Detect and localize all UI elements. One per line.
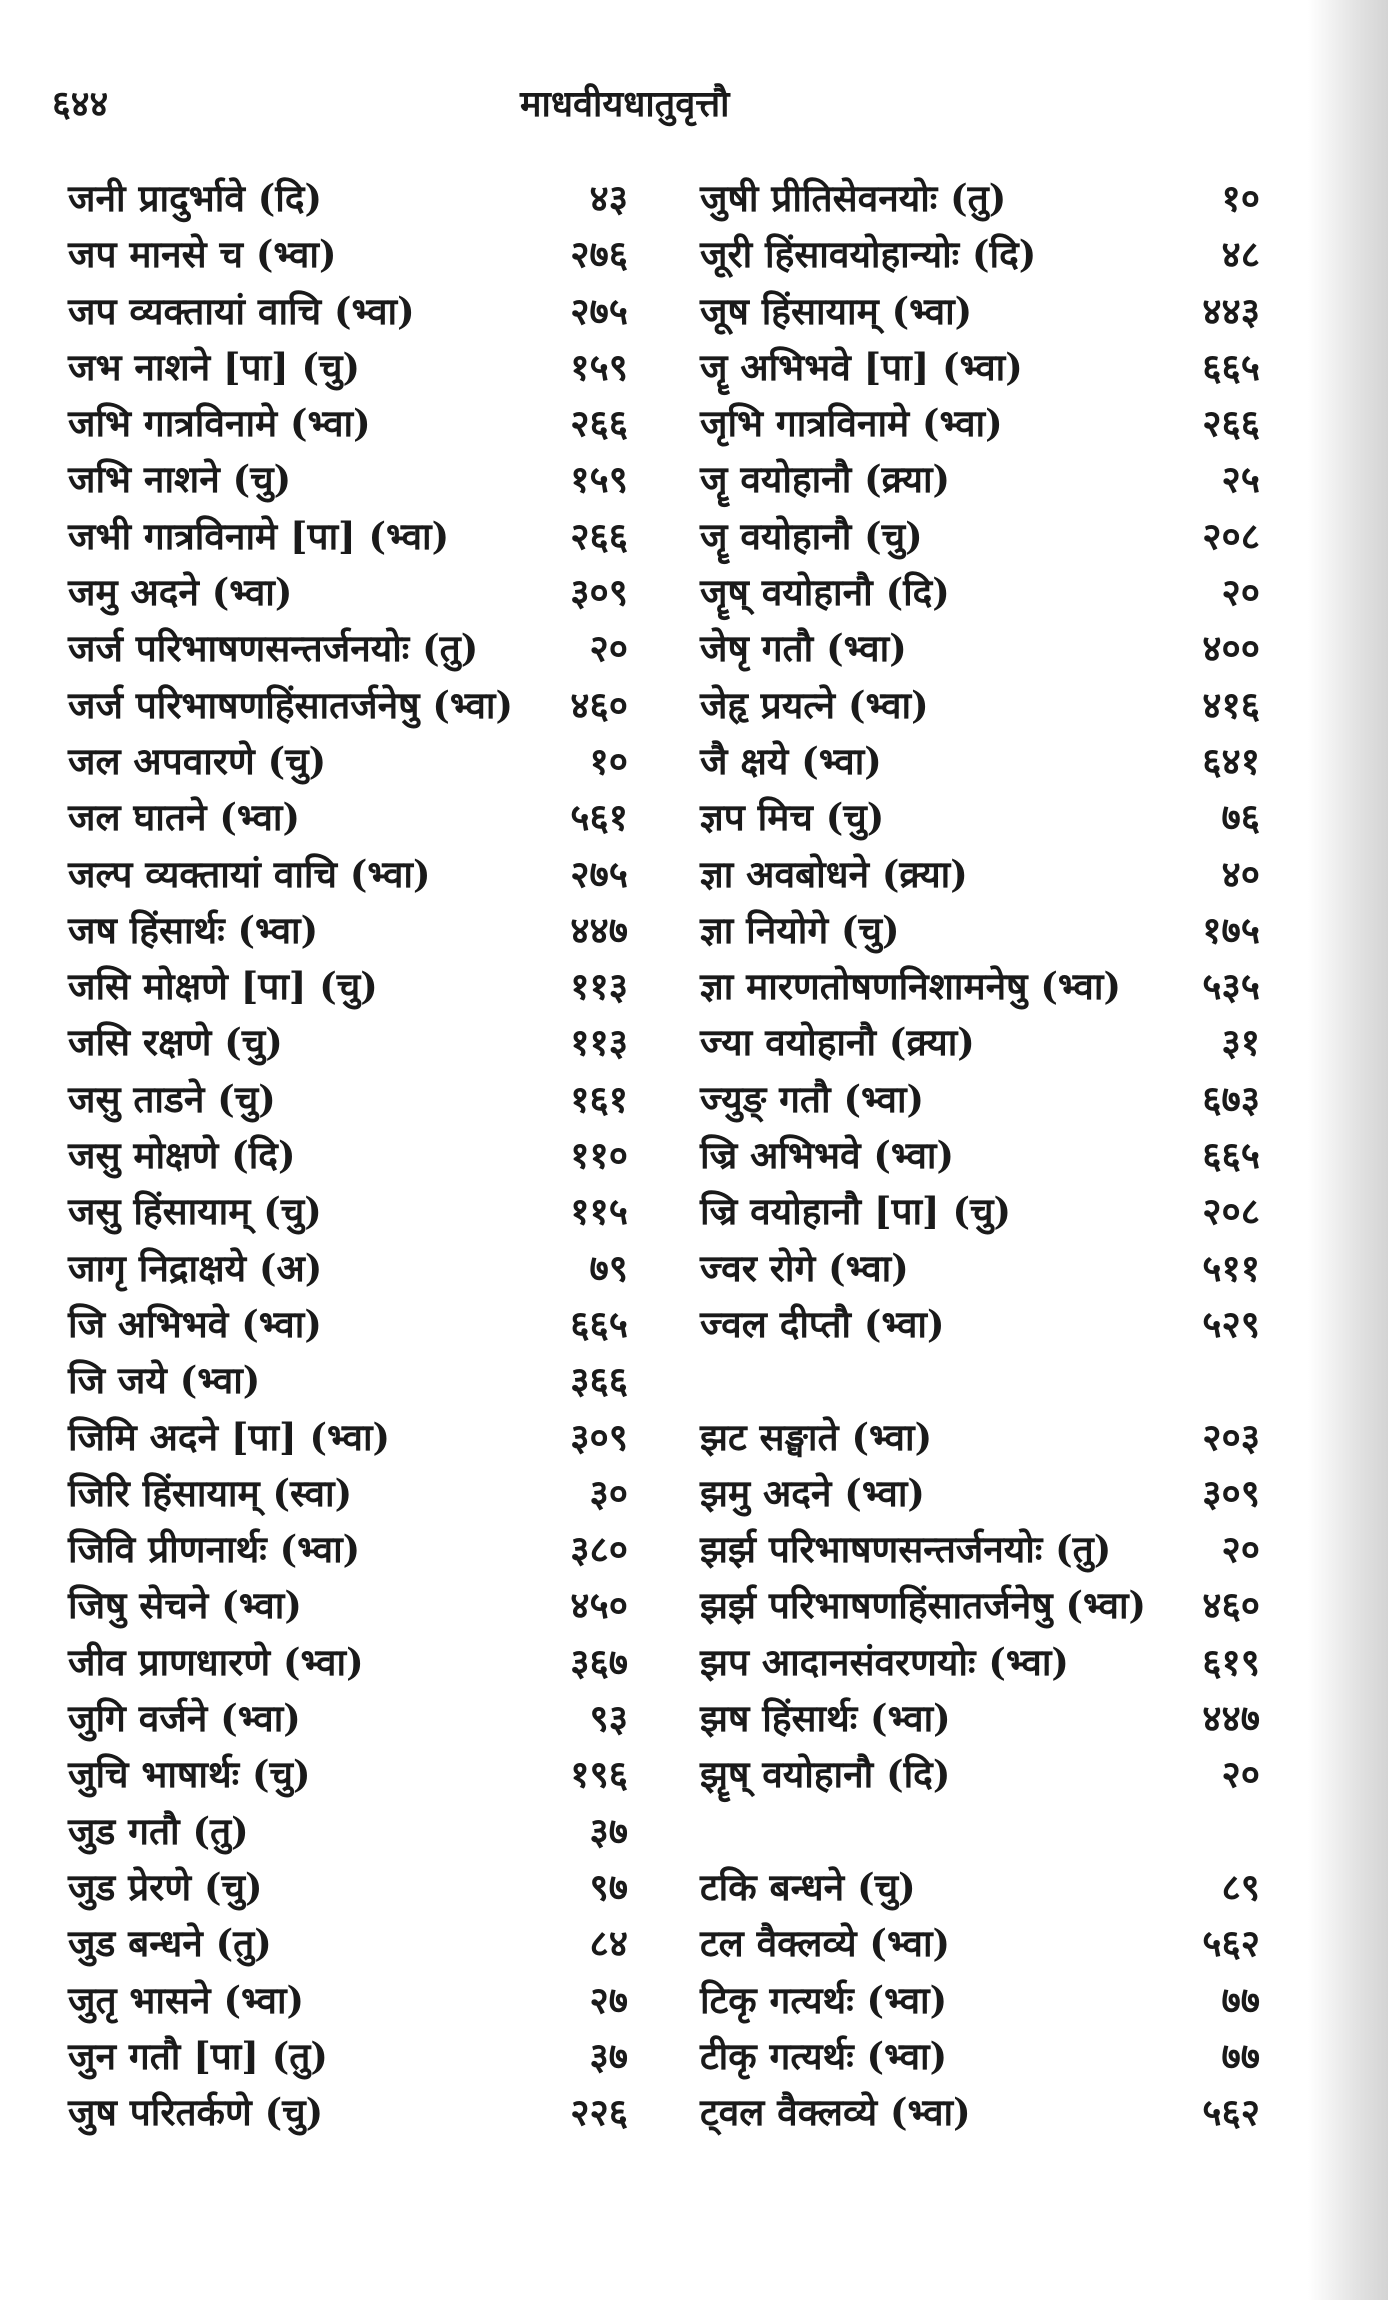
root-text: जभि गात्रविनामे (भ्वा) <box>68 401 371 446</box>
page-reference: ९३ <box>589 1696 628 1741</box>
index-entry <box>68 1577 628 1633</box>
root-text: जुगि वर्जने (भ्वा) <box>68 1696 301 1741</box>
page-reference: ६६५ <box>1202 344 1260 389</box>
index-entry <box>68 1465 628 1521</box>
root-text: जल अपवारणे (चु) <box>68 738 327 783</box>
page-reference: २७६ <box>570 232 628 277</box>
index-entry <box>700 958 1260 1014</box>
root-text: ज्वर रोगे (भ्वा) <box>700 1245 909 1290</box>
root-text: जप व्यक्तायां वाचि (भ्वा) <box>68 288 415 333</box>
page-reference: ६१९ <box>1202 1639 1260 1684</box>
page-reference: २०८ <box>1202 1189 1260 1234</box>
page-reference: ९७ <box>589 1864 628 1909</box>
index-entry <box>68 2028 628 2084</box>
index-entry <box>68 1352 628 1408</box>
index-entry <box>700 339 1260 395</box>
index-entry <box>68 1127 628 1183</box>
page-reference: ३६६ <box>570 1358 628 1403</box>
index-entry <box>700 1127 1260 1183</box>
page-reference: ६७३ <box>1202 1076 1260 1121</box>
root-text: जुषी प्रीतिसेवनयोः (तु) <box>700 176 1007 220</box>
root-text: जूरी हिंसावयोहान्योः (दि) <box>700 232 1037 277</box>
page-reference: २०३ <box>1202 1414 1260 1459</box>
page-reference: २२६ <box>570 2090 628 2135</box>
page-reference: ४५० <box>570 1583 628 1628</box>
index-entry <box>68 677 628 733</box>
page-reference: ६४१ <box>1202 738 1260 783</box>
index-entry <box>700 789 1260 845</box>
root-text: जसु मोक्षणे (दि) <box>68 1133 296 1178</box>
root-text: जनी प्रादुर्भावे (दि) <box>68 176 323 220</box>
index-entry <box>68 846 628 902</box>
page-reference: १५९ <box>570 457 628 502</box>
root-text: जागृ निद्राक्षये (अ) <box>68 1245 323 1290</box>
index-entry <box>700 508 1260 564</box>
page-reference: १९६ <box>570 1752 628 1797</box>
root-text: टीकृ गत्यर्थः (भ्वा) <box>700 2033 948 2078</box>
page-reference: ३८० <box>570 1527 628 1572</box>
page-reference: ३७ <box>589 2033 628 2078</box>
root-text: झॄष् वयोहानौ (दि) <box>700 1752 951 1797</box>
page-reference: ६६५ <box>1202 1133 1260 1178</box>
left-column <box>68 170 628 2140</box>
root-text: जसि मोक्षणे [पा] (चु) <box>68 964 378 1009</box>
root-text: झप आदानसंवरणयोः (भ्वा) <box>700 1639 1069 1684</box>
page-reference: ४४३ <box>1202 288 1260 333</box>
index-entry <box>700 1296 1260 1352</box>
page-reference: ५६१ <box>570 795 628 840</box>
root-text: जॄ वयोहानौ (चु) <box>700 513 923 558</box>
index-entry <box>68 508 628 564</box>
root-text: जर्ज परिभाषणसन्तर्जनयोः (तु) <box>68 626 479 671</box>
index-entry <box>700 902 1260 958</box>
index-entry <box>700 1521 1260 1577</box>
root-text: जुड प्रेरणे (चु) <box>68 1864 263 1909</box>
index-entry <box>68 339 628 395</box>
index-entry <box>68 1240 628 1296</box>
index-entry <box>68 1634 628 1690</box>
index-entry <box>68 451 628 507</box>
index-entry <box>68 1409 628 1465</box>
page-reference: ११५ <box>570 1189 628 1234</box>
index-entry <box>68 733 628 789</box>
page-reference: २७ <box>589 1977 628 2022</box>
root-text: झट सङ्घाते (भ्वा) <box>700 1414 933 1459</box>
page-reference: २६६ <box>570 401 628 446</box>
index-entry <box>68 1746 628 1802</box>
index-entry <box>700 1465 1260 1521</box>
root-text: टल वैक्लव्ये (भ्वा) <box>700 1921 951 1966</box>
index-entry <box>700 620 1260 676</box>
root-text: जॄष् वयोहानौ (दि) <box>700 570 950 615</box>
root-text: टिकृ गत्यर्थः (भ्वा) <box>700 1977 948 2022</box>
index-entry <box>700 1803 1260 1859</box>
index-entry <box>700 564 1260 620</box>
root-text: जष हिंसार्थः (भ्वा) <box>68 907 319 952</box>
root-text: जिषु सेचने (भ्वा) <box>68 1583 302 1628</box>
index-entry <box>68 1071 628 1127</box>
page-reference: २० <box>589 626 628 671</box>
index-entry <box>700 451 1260 507</box>
index-entry <box>700 1634 1260 1690</box>
page-reference: १० <box>589 738 628 783</box>
root-text: झष हिंसार्थः (भ्वा) <box>700 1696 951 1741</box>
root-text: जॄ अभिभवे [पा] (भ्वा) <box>700 344 1023 389</box>
root-text: झर्झ परिभाषणहिंसातर्जनेषु (भ्वा) <box>700 1583 1147 1628</box>
index-entry <box>68 1183 628 1239</box>
root-text: जसु हिंसायाम् (चु) <box>68 1189 322 1234</box>
page-reference: ५३५ <box>1202 964 1260 1009</box>
page-reference: ४४७ <box>570 907 628 952</box>
root-text: ज्रि वयोहानौ [पा] (चु) <box>700 1189 1011 1234</box>
page-reference: १६१ <box>570 1076 628 1121</box>
page-reference: ७६ <box>1221 795 1260 840</box>
index-entry <box>68 1859 628 1915</box>
root-text: जमु अदने (भ्वा) <box>68 570 293 615</box>
page-reference: ४६० <box>1202 1583 1260 1628</box>
running-title: माधवीयधातुवृत्तौ <box>520 83 730 125</box>
index-entry <box>700 1352 1260 1408</box>
root-text: जि अभिभवे (भ्वा) <box>68 1301 322 1346</box>
index-entry <box>700 1690 1260 1746</box>
page-reference: ४८ <box>1221 232 1260 277</box>
page-reference: २७५ <box>570 288 628 333</box>
page-reference: ११३ <box>570 964 628 1009</box>
index-entry <box>68 564 628 620</box>
page-reference: ४३ <box>589 176 628 220</box>
index-entry <box>700 1240 1260 1296</box>
page-reference: ५११ <box>1202 1245 1260 1290</box>
index-entry <box>700 1014 1260 1070</box>
index-entry <box>68 1690 628 1746</box>
root-text: ट्वल वैक्लव्ये (भ्वा) <box>700 2090 971 2135</box>
index-entry <box>700 2028 1260 2084</box>
root-text: जुड बन्धने (तु) <box>68 1921 272 1966</box>
page-reference: ७९ <box>589 1245 628 1290</box>
page-reference: ८९ <box>1221 1864 1260 1909</box>
root-text: जुतृ भासने (भ्वा) <box>68 1977 305 2022</box>
page-reference: ७७ <box>1221 2033 1260 2078</box>
index-entry <box>68 1803 628 1859</box>
root-text: जुचि भाषार्थः (चु) <box>68 1752 311 1797</box>
index-entry <box>700 395 1260 451</box>
page-reference: ५६२ <box>1202 1921 1260 1966</box>
root-text: जै क्षये (भ्वा) <box>700 738 882 783</box>
index-entry <box>700 283 1260 339</box>
page-reference: २० <box>1221 1527 1260 1572</box>
index-entry <box>700 846 1260 902</box>
root-text: टकि बन्धने (चु) <box>700 1864 916 1909</box>
index-entry <box>700 170 1260 226</box>
root-text: जुड गतौ (तु) <box>68 1808 249 1853</box>
index-entry <box>700 226 1260 282</box>
root-text: जभी गात्रविनामे [पा] (भ्वा) <box>68 513 450 558</box>
index-entry <box>700 677 1260 733</box>
root-text: ज्वल दीप्तौ (भ्वा) <box>700 1301 945 1346</box>
index-entry <box>700 2084 1260 2140</box>
root-text: जेहृ प्रयत्ने (भ्वा) <box>700 682 929 727</box>
index-entry <box>700 1183 1260 1239</box>
page-reference: २६६ <box>570 513 628 558</box>
index-entry <box>700 733 1260 789</box>
page-reference: ३०९ <box>570 1414 628 1459</box>
index-entry <box>700 1746 1260 1802</box>
root-text: जिरि हिंसायाम् (स्वा) <box>68 1470 353 1515</box>
page-reference: ५२९ <box>1202 1301 1260 1346</box>
index-entry <box>68 2084 628 2140</box>
root-text: जसु ताडने (चु) <box>68 1076 276 1121</box>
page-reference: २० <box>1221 1752 1260 1797</box>
page-reference: १७५ <box>1202 907 1260 952</box>
root-text: ज्ञा अवबोधने (क्र्या) <box>700 851 968 896</box>
root-text: जर्ज परिभाषणहिंसातर्जनेषु (भ्वा) <box>68 682 514 727</box>
page-edge-shadow <box>1308 0 1388 2300</box>
root-text: जि जये (भ्वा) <box>68 1358 261 1403</box>
page-reference: ११३ <box>570 1020 628 1065</box>
right-column <box>700 170 1260 2140</box>
page-reference: ५६२ <box>1202 2090 1260 2135</box>
index-entry <box>68 226 628 282</box>
root-text: जसि रक्षणे (चु) <box>68 1020 283 1065</box>
root-text: ज्या वयोहानौ (क्र्या) <box>700 1020 975 1065</box>
index-entry <box>68 1296 628 1352</box>
page-reference: २०८ <box>1202 513 1260 558</box>
root-text: झर्झ परिभाषणसन्तर्जनयोः (तु) <box>700 1527 1112 1572</box>
page-reference: ८४ <box>589 1921 628 1966</box>
page-reference: ११० <box>570 1133 628 1178</box>
page-reference: २६६ <box>1202 401 1260 446</box>
root-text: जृभि गात्रविनामे (भ्वा) <box>700 401 1003 446</box>
root-text: जिवि प्रीणनार्थः (भ्वा) <box>68 1527 361 1572</box>
page-reference: ३६७ <box>570 1639 628 1684</box>
index-entry <box>700 1577 1260 1633</box>
root-text: जेषृ गतौ (भ्वा) <box>700 626 907 671</box>
index-entry <box>68 1014 628 1070</box>
page-reference: २५ <box>1221 457 1260 502</box>
root-text: जप मानसे च (भ्वा) <box>68 232 337 277</box>
index-entry <box>68 1972 628 2028</box>
page-reference: ३०९ <box>1202 1470 1260 1515</box>
page-reference: १० <box>1221 176 1260 220</box>
root-text: जिमि अदने [पा] (भ्वा) <box>68 1414 391 1459</box>
page-reference: १५९ <box>570 344 628 389</box>
page-reference: ४६० <box>570 682 628 727</box>
root-text: जभ नाशने [पा] (चु) <box>68 344 361 389</box>
root-text: जॄ वयोहानौ (क्र्या) <box>700 457 951 502</box>
root-text: जुष परितर्कणे (चु) <box>68 2090 324 2135</box>
index-entry <box>68 1521 628 1577</box>
root-text: जुन गतौ [पा] (तु) <box>68 2033 328 2078</box>
root-text: ज्ञप मिच (चु) <box>700 795 885 840</box>
root-text: ज्युङ् गतौ (भ्वा) <box>700 1076 925 1121</box>
index-entry <box>700 1859 1260 1915</box>
index-entry <box>68 789 628 845</box>
page-reference: ४०० <box>1202 626 1260 671</box>
page-reference: ४० <box>1221 851 1260 896</box>
index-entry <box>68 1915 628 1971</box>
index-entry <box>68 170 628 226</box>
root-text: जल्प व्यक्तायां वाचि (भ्वा) <box>68 851 431 896</box>
index-entry <box>700 1071 1260 1127</box>
root-text: झमु अदने (भ्वा) <box>700 1470 925 1515</box>
index-entry <box>68 902 628 958</box>
root-text: जूष हिंसायाम् (भ्वा) <box>700 288 973 333</box>
root-text: जभि नाशने (चु) <box>68 457 292 502</box>
page-reference: ३० <box>589 1470 628 1515</box>
page-reference: २७५ <box>570 851 628 896</box>
page-reference: ६६५ <box>570 1301 628 1346</box>
page-number: ६४४ <box>52 83 109 125</box>
page-reference: ३१ <box>1221 1020 1260 1065</box>
root-text: ज्ञा मारणतोषणनिशामनेषु (भ्वा) <box>700 964 1121 1009</box>
index-entry <box>68 395 628 451</box>
root-text: जल घातने (भ्वा) <box>68 795 300 840</box>
root-text: जीव प्राणधारणे (भ्वा) <box>68 1639 364 1684</box>
root-text: ज्ञा नियोगे (चु) <box>700 907 900 952</box>
page-reference: २० <box>1221 570 1260 615</box>
index-entry <box>700 1915 1260 1971</box>
page-reference: ३७ <box>589 1808 628 1853</box>
index-entry <box>700 1409 1260 1465</box>
page-reference: ७७ <box>1221 1977 1260 2022</box>
index-entry <box>68 620 628 676</box>
page-reference: ४४७ <box>1202 1696 1260 1741</box>
page-reference: ४१६ <box>1202 682 1260 727</box>
index-entry <box>68 283 628 339</box>
root-text: ज्रि अभिभवे (भ्वा) <box>700 1133 955 1178</box>
page-reference: ३०९ <box>570 570 628 615</box>
index-entry <box>700 1972 1260 2028</box>
index-entry <box>68 958 628 1014</box>
